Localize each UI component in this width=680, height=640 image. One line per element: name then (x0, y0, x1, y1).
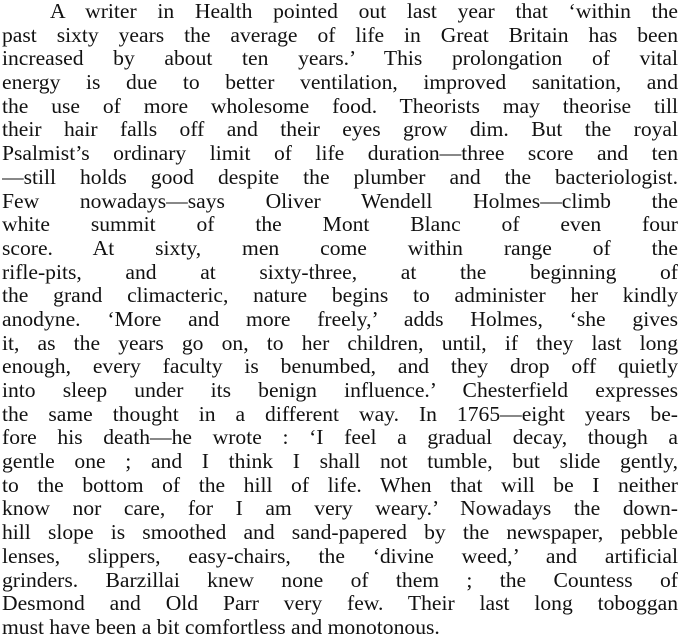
text-line-9: Few nowadays—says Oliver Wendell Holmes—climb the (2, 189, 678, 213)
text-line-21: to the bottom of the hill of life. When that will be I neither (2, 473, 678, 497)
text-line-5: the use of more wholesome food. Theorists may theorise till (2, 94, 678, 118)
text-line-15: it, as the years go on, to her children, until, if they last long (2, 331, 678, 355)
text-line-19: fore his death—he wrote : ‘I feel a gradual decay, though a (2, 426, 678, 450)
text-line-2: past sixty years the average of life in Great Britain has been (2, 23, 678, 47)
text-line-17: into sleep under its benign influence.’ Chesterfield expresses (2, 379, 678, 402)
text-line-18: the same thought in a different way. In 1765—eight years be- (2, 402, 678, 426)
text-line-24: lenses, slippers, easy-chairs, the ‘divine weed,’ and artificial (2, 544, 678, 568)
text-line-22: know nor care, for I am very weary.’ Nowadays the down- (2, 497, 678, 521)
text-line-7: Psalmist’s ordinary limit of life duration—three score and ten (2, 142, 678, 166)
text-line-10: white summit of the Mont Blanc of even four (2, 213, 678, 237)
text-line-20: gentle one ; and I think I shall not tumble, but slide gently, (2, 450, 678, 474)
paragraph (2, 0, 678, 640)
text-line-4: energy is due to better ventilation, improved sanitation, and (2, 71, 678, 95)
text-line-1: A writer in Health pointed out last year that ‘within the (50, 0, 678, 23)
text-line-8: —still holds good despite the plumber and the bacteriologist. (2, 165, 678, 189)
text-line-6: their hair falls off and their eyes grow dim. But the royal (2, 118, 678, 142)
text-line-14: anodyne. ‘More and more freely,’ adds Holmes, ‘she gives (2, 307, 678, 331)
text-line-25: grinders. Barzillai knew none of them ; the Countess of (2, 568, 678, 592)
text-line-3: increased by about ten years.’ This prolongation of vital (2, 47, 678, 71)
text-line-23: hill slope is smoothed and sand-papered by the newspaper, pebble (2, 521, 678, 545)
text-line-27: must have been a bit comfortless and monotonous. (2, 615, 440, 639)
text-line-26: Desmond and Old Parr very few. Their last long toboggan (2, 592, 678, 616)
text-line-12: rifle-pits, and at sixty-three, at the beginning of (2, 260, 678, 284)
text-line-11: score. At sixty, men come within range of the (2, 236, 678, 260)
text-line-13: the grand climacteric, nature begins to administer her kindly (2, 284, 678, 308)
text-line-16: enough, every faculty is benumbed, and they drop off quietly (2, 355, 678, 379)
